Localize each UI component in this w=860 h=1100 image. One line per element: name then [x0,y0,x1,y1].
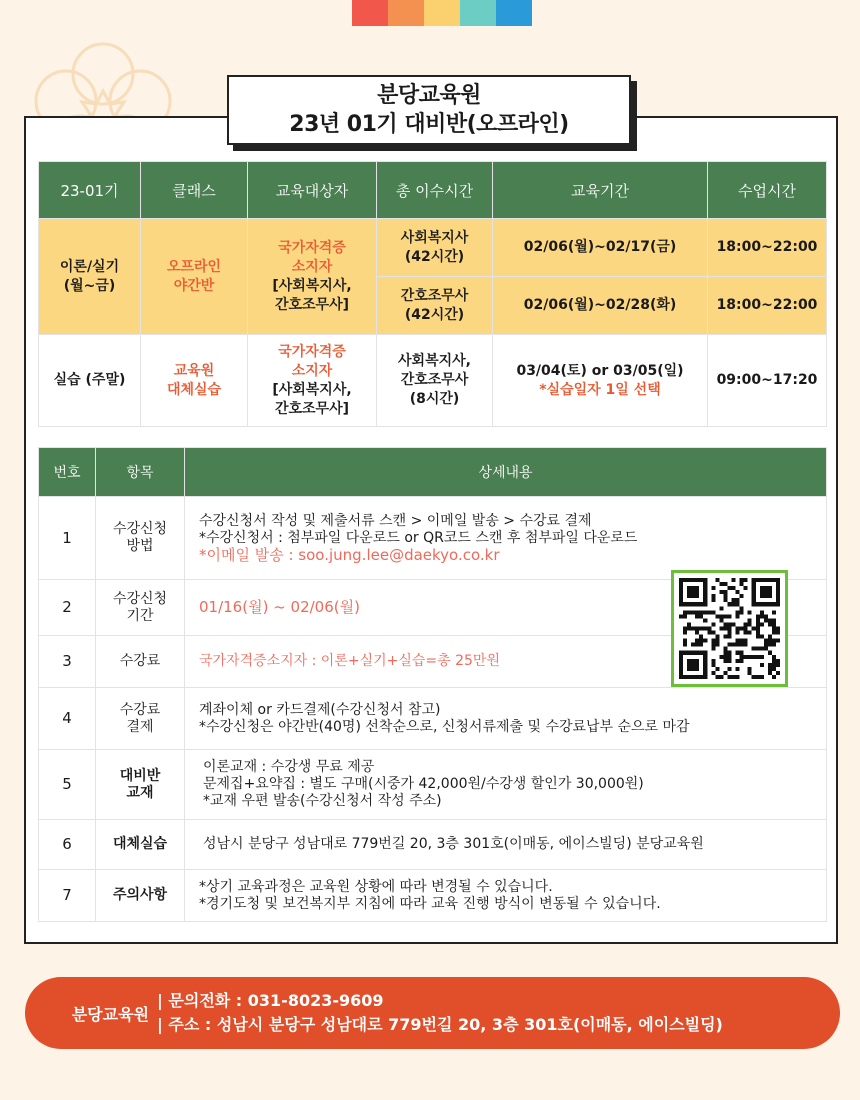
target-highlight: 국가자격증 소지자 [278,343,346,379]
detail-line: 이론교재 : 수강생 무료 제공 [203,759,375,775]
row-item: 주의사항 [96,870,185,922]
details-row [39,688,827,750]
detail-line: *경기도청 및 보건복지부 지침에 따라 교육 진행 방식이 변동될 수 있습니다. [199,895,661,912]
qr-code[interactable] [671,570,788,687]
target-cell [248,335,377,427]
row-number: 2 [39,580,96,636]
hours-cell: 간호조무사 (42시간) [377,277,493,335]
period-note: *실습일자 1일 선택 [539,381,661,398]
row-detail [185,820,827,870]
detail-line: *수강신청은 야간반(40명) 선착순으로, 신청서류제출 및 수강료납부 순으로 마감 [199,718,690,735]
title-line1: 분당교육원 [377,83,481,108]
color-strip [352,0,532,26]
term-cell: 실습 (주말) [39,335,141,427]
row-item: 수강신청 기간 [96,580,185,636]
row-detail [185,688,827,750]
strip-yellow [424,0,460,26]
time-cell: 09:00~17:20 [708,335,827,427]
row-number: 6 [39,820,96,870]
row-number: 3 [39,636,96,688]
row-item: 수강료 [96,636,185,688]
target-note: [사회복지사, 간호조무사] [272,381,352,417]
strip-orange [388,0,424,26]
schedule-header: 교육기간 [493,162,708,219]
row-item: 대비반 교재 [96,750,185,820]
footer-org: 분당교육원 [71,1004,149,1024]
email-link[interactable]: *이메일 발송 : soo.jung.lee@daekyo.co.kr [199,545,500,564]
details-header: 항목 [96,448,185,497]
row-item: 수강료 결제 [96,688,185,750]
row-item: 대체실습 [96,820,185,870]
schedule-row [39,335,827,427]
class-cell: 오프라인 야간반 [141,219,248,335]
row-detail [185,497,827,580]
title-line2: 23년 01기 대비반(오프라인) [289,112,569,137]
class-cell: 교육원 대체실습 [141,335,248,427]
row-detail [185,870,827,922]
hours-cell: 사회복지사, 간호조무사 (8시간) [377,335,493,427]
details-row [39,870,827,922]
row-number: 7 [39,870,96,922]
contact-footer [25,977,840,1049]
schedule-header-row [39,162,827,219]
detail-highlight: 국가자격증소지자 : 이론+실기+실습=총 25만원 [199,653,500,669]
detail-line: 문제집+요약집 : 별도 구매(시중가 42,000원/수강생 할인가 30,000원) [203,776,644,792]
qr-code-icon [679,578,780,679]
details-header: 상세내용 [185,448,827,497]
schedule-header: 교육대상자 [248,162,377,219]
details-header-row [39,448,827,497]
footer-address: | 주소 : 성남시 분당구 성남대로 779번길 20, 3층 301호(이매동, 에이스빌딩) [157,1015,723,1034]
row-number: 5 [39,750,96,820]
schedule-row [39,219,827,277]
detail-line: *상기 교육과정은 교육원 상황에 따라 변경될 수 있습니다. [199,878,553,895]
detail-line: 수강신청서 작성 및 제출서류 스캔 > 이메일 발송 > 수강료 결제 [199,512,592,529]
target-highlight: 국가자격증 소지자 [278,239,346,275]
time-cell: 18:00~22:00 [708,219,827,277]
hours-cell: 사회복지사 (42시간) [377,219,493,277]
schedule-header: 총 이수시간 [377,162,493,219]
strip-red [352,0,388,26]
target-note: [사회복지사, 간호조무사] [272,277,352,313]
row-item: 수강신청 방법 [96,497,185,580]
schedule-table [38,161,827,427]
period-text: 03/04(토) or 03/05(일) [516,362,684,379]
schedule-header: 수업시간 [708,162,827,219]
row-number: 1 [39,497,96,580]
target-cell [248,219,377,335]
footer-phone[interactable]: | 문의전화 : 031-8023-9609 [157,991,384,1010]
row-detail [185,750,827,820]
details-header: 번호 [39,448,96,497]
details-row [39,750,827,820]
footer-lines [157,989,723,1037]
detail-line: *교재 우편 발송(수강신청서 작성 주소) [203,793,442,809]
details-row [39,497,827,580]
strip-blue [496,0,532,26]
detail-line: 성남시 분당구 성남대로 779번길 20, 3층 301호(이매동, 에이스빌딩) 분당교육원 [203,836,704,852]
period-cell: 02/06(월)~02/28(화) [493,277,708,335]
title-box [227,75,631,145]
schedule-header: 클래스 [141,162,248,219]
details-row [39,820,827,870]
period-cell: 02/06(월)~02/17(금) [493,219,708,277]
detail-highlight: 01/16(월) ~ 02/06(월) [199,598,360,616]
strip-teal [460,0,496,26]
term-cell: 이론/실기 (월~금) [39,219,141,335]
time-cell: 18:00~22:00 [708,277,827,335]
detail-line: 계좌이체 or 카드결제(수강신청서 참고) [199,701,441,718]
period-cell [493,335,708,427]
schedule-header: 23-01기 [39,162,141,219]
detail-line: *수강신청서 : 첨부파일 다운로드 or QR코드 스캔 후 첨부파일 다운로드 [199,529,638,546]
row-number: 4 [39,688,96,750]
